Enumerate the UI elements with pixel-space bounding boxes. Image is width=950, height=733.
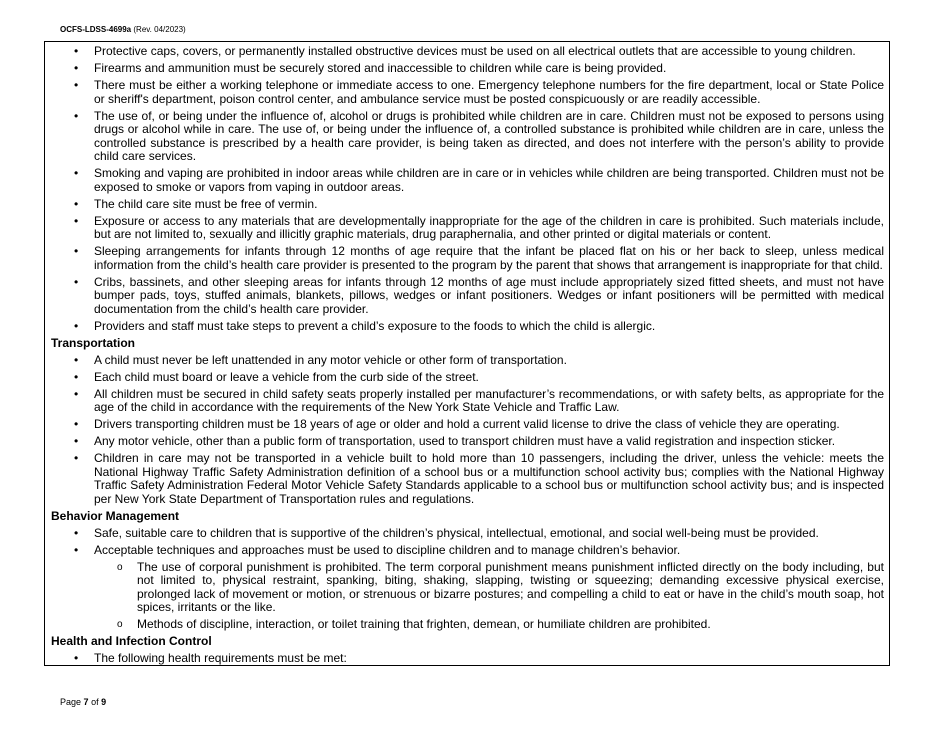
- page-number: Page 7 of 9: [60, 697, 107, 707]
- list-item: • Drivers transporting children must be 18 years of age or older and hold a current valid license to drive the class of vehicle they are operating.: [74, 417, 840, 431]
- bullet: •: [74, 318, 79, 333]
- bullet: •: [74, 274, 79, 289]
- sub-bullet: o: [117, 561, 123, 573]
- bullet: •: [74, 61, 79, 75]
- list-item: • Protective caps, covers, or permanently installed obstructive devices must be used on all electrical outlets that are accessible to young children.: [74, 44, 856, 58]
- list-item: • There must be either a working telephone or immediate access to one. Emergency telephone numbers for the fire department, local or State Police or sheriff's department, poison control center, and ambulance service must be posted conspicuously or are readily accessible.: [74, 78, 884, 106]
- sub-list-item: o The use of corporal punishment is prohibited. The term corporal punishment means punishment inflicted directly on the body including, but not limited to, physical restraint, spanking, biting, shaking, slapping, twisting or squeezing; demanding excessive physical exercise, prolonged lack of movement or motion, or strenuous or bizarre postures; and compelling a child to eat or have in the child’s mouth soap, hot spices, irritants or the like.: [117, 559, 884, 614]
- form-identifier: [60, 24, 186, 35]
- list-item: • The following health requirements must be met:: [74, 651, 347, 665]
- form-number: OCFS-LDSS-4699a: [60, 25, 132, 34]
- list-item: • Cribs, bassinets, and other sleeping areas for infants through 12 months of age must include appropriately sized fitted sheets, and must not have bumper pads, toys, stuffed animals, blankets, pillows, wedges or infant positioners. Wedges or infant positioners will be permitted with medical documentation from the child’s health care provider.: [74, 274, 884, 316]
- bullet: •: [74, 651, 79, 665]
- section-heading-behavior-management: Behavior Management: [51, 508, 180, 523]
- health-list: [45, 652, 889, 666]
- bullet: •: [74, 213, 79, 228]
- sub-list-item: o Methods of discipline, interaction, or toilet training that frighten, demean, or humiliate children are prohibited.: [117, 617, 711, 631]
- list-item: • The child care site must be free of vermin.: [74, 196, 318, 211]
- bullet: •: [74, 44, 79, 58]
- bullet: •: [74, 352, 79, 367]
- list-item: • Exposure or access to any materials that are developmentally inappropriate for the age of the children in care is prohibited. Such materials include, but are not limited to, sexually and illicitly graphic materials, drug paraphernalia, and other printed or digital materials or content.: [74, 213, 884, 241]
- safety-list: [45, 45, 889, 333]
- bullet: •: [74, 166, 79, 180]
- bullet: •: [74, 78, 79, 92]
- list-item: • A child must never be left unattended in any motor vehicle or other form of transportation.: [74, 352, 567, 367]
- list-item: • Any motor vehicle, other than a public form of transportation, used to transport children must have a valid registration and inspection sticker.: [74, 434, 836, 448]
- bullet: •: [74, 542, 79, 557]
- list-item: • Acceptable techniques and approaches must be used to discipline children and to manage children’s behavior.: [74, 542, 681, 557]
- list-item: • The use of, or being under the influence of, alcohol or drugs is prohibited while children are in care. Children must not be exposed to persons using drugs or alcohol while in care. The use of, or being under the influence of, a controlled substance is prohibited while children are in care, unless the controlled substance is prescribed by a health care provider, is being taken as directed, and does not interfere with the person’s ability to provide child care services.: [74, 108, 884, 163]
- list-item: • Sleeping arrangements for infants through 12 months of age require that the infant be placed flat on his or her back to sleep, unless medical information from the child’s health care provider is presented to the program by the parent that shows that arrangement is inappropriate for that child.: [74, 244, 884, 272]
- bullet: •: [74, 417, 79, 431]
- content-box: [44, 41, 890, 666]
- sub-bullet: o: [117, 619, 123, 630]
- bullet: •: [74, 386, 79, 401]
- list-item: • Each child must board or leave a vehicle from the curb side of the street.: [74, 369, 479, 384]
- form-revision: (Rev. 04/2023): [133, 25, 186, 34]
- bullet: •: [74, 434, 79, 448]
- section-heading-health-infection-control: Health and Infection Control: [51, 634, 212, 648]
- list-item: • Providers and staff must take steps to prevent a child’s exposure to the foods to which the child is allergic.: [74, 318, 656, 333]
- list-item: • Safe, suitable care to children that is supportive of the children’s physical, intellectual, emotional, and social well-being must be provided.: [74, 525, 819, 540]
- list-item: • All children must be secured in child safety seats properly installed per manufacturer’s recommendations, or with safety belts, as appropriate for the age of the child in accordance with the requirements of the New York State Vehicle and Traffic Law.: [74, 386, 884, 414]
- bullet: •: [74, 108, 79, 123]
- list-item: • Children in care may not be transported in a vehicle built to hold more than 10 passengers, including the driver, unless the vehicle: meets the National Highway Traffic Safety Administration definition of a school bus or a multifunction school activity bus; complies with the National Highway Traffic Safety Administration Federal Motor Vehicle Safety Standards applicable to a school bus or multifunction school activity bus; and is inspected per New York State Department of Transportation rules and regulations.: [74, 451, 884, 506]
- list-item: • Firearms and ammunition must be securely stored and inaccessible to children while care is being provided.: [74, 61, 667, 75]
- behavior-list: [45, 527, 889, 632]
- list-item: • Smoking and vaping are prohibited in indoor areas while children are in care or in vehicles while children are being transported. Children must not be exposed to smoke or vapors from vaping in outdoor areas.: [74, 166, 884, 194]
- bullet: •: [74, 244, 79, 258]
- transportation-list: [45, 354, 889, 507]
- bullet: •: [74, 196, 79, 211]
- bullet: •: [74, 369, 79, 384]
- bullet: •: [74, 525, 79, 540]
- section-heading-transportation: Transportation: [51, 335, 136, 350]
- bullet: •: [74, 451, 79, 465]
